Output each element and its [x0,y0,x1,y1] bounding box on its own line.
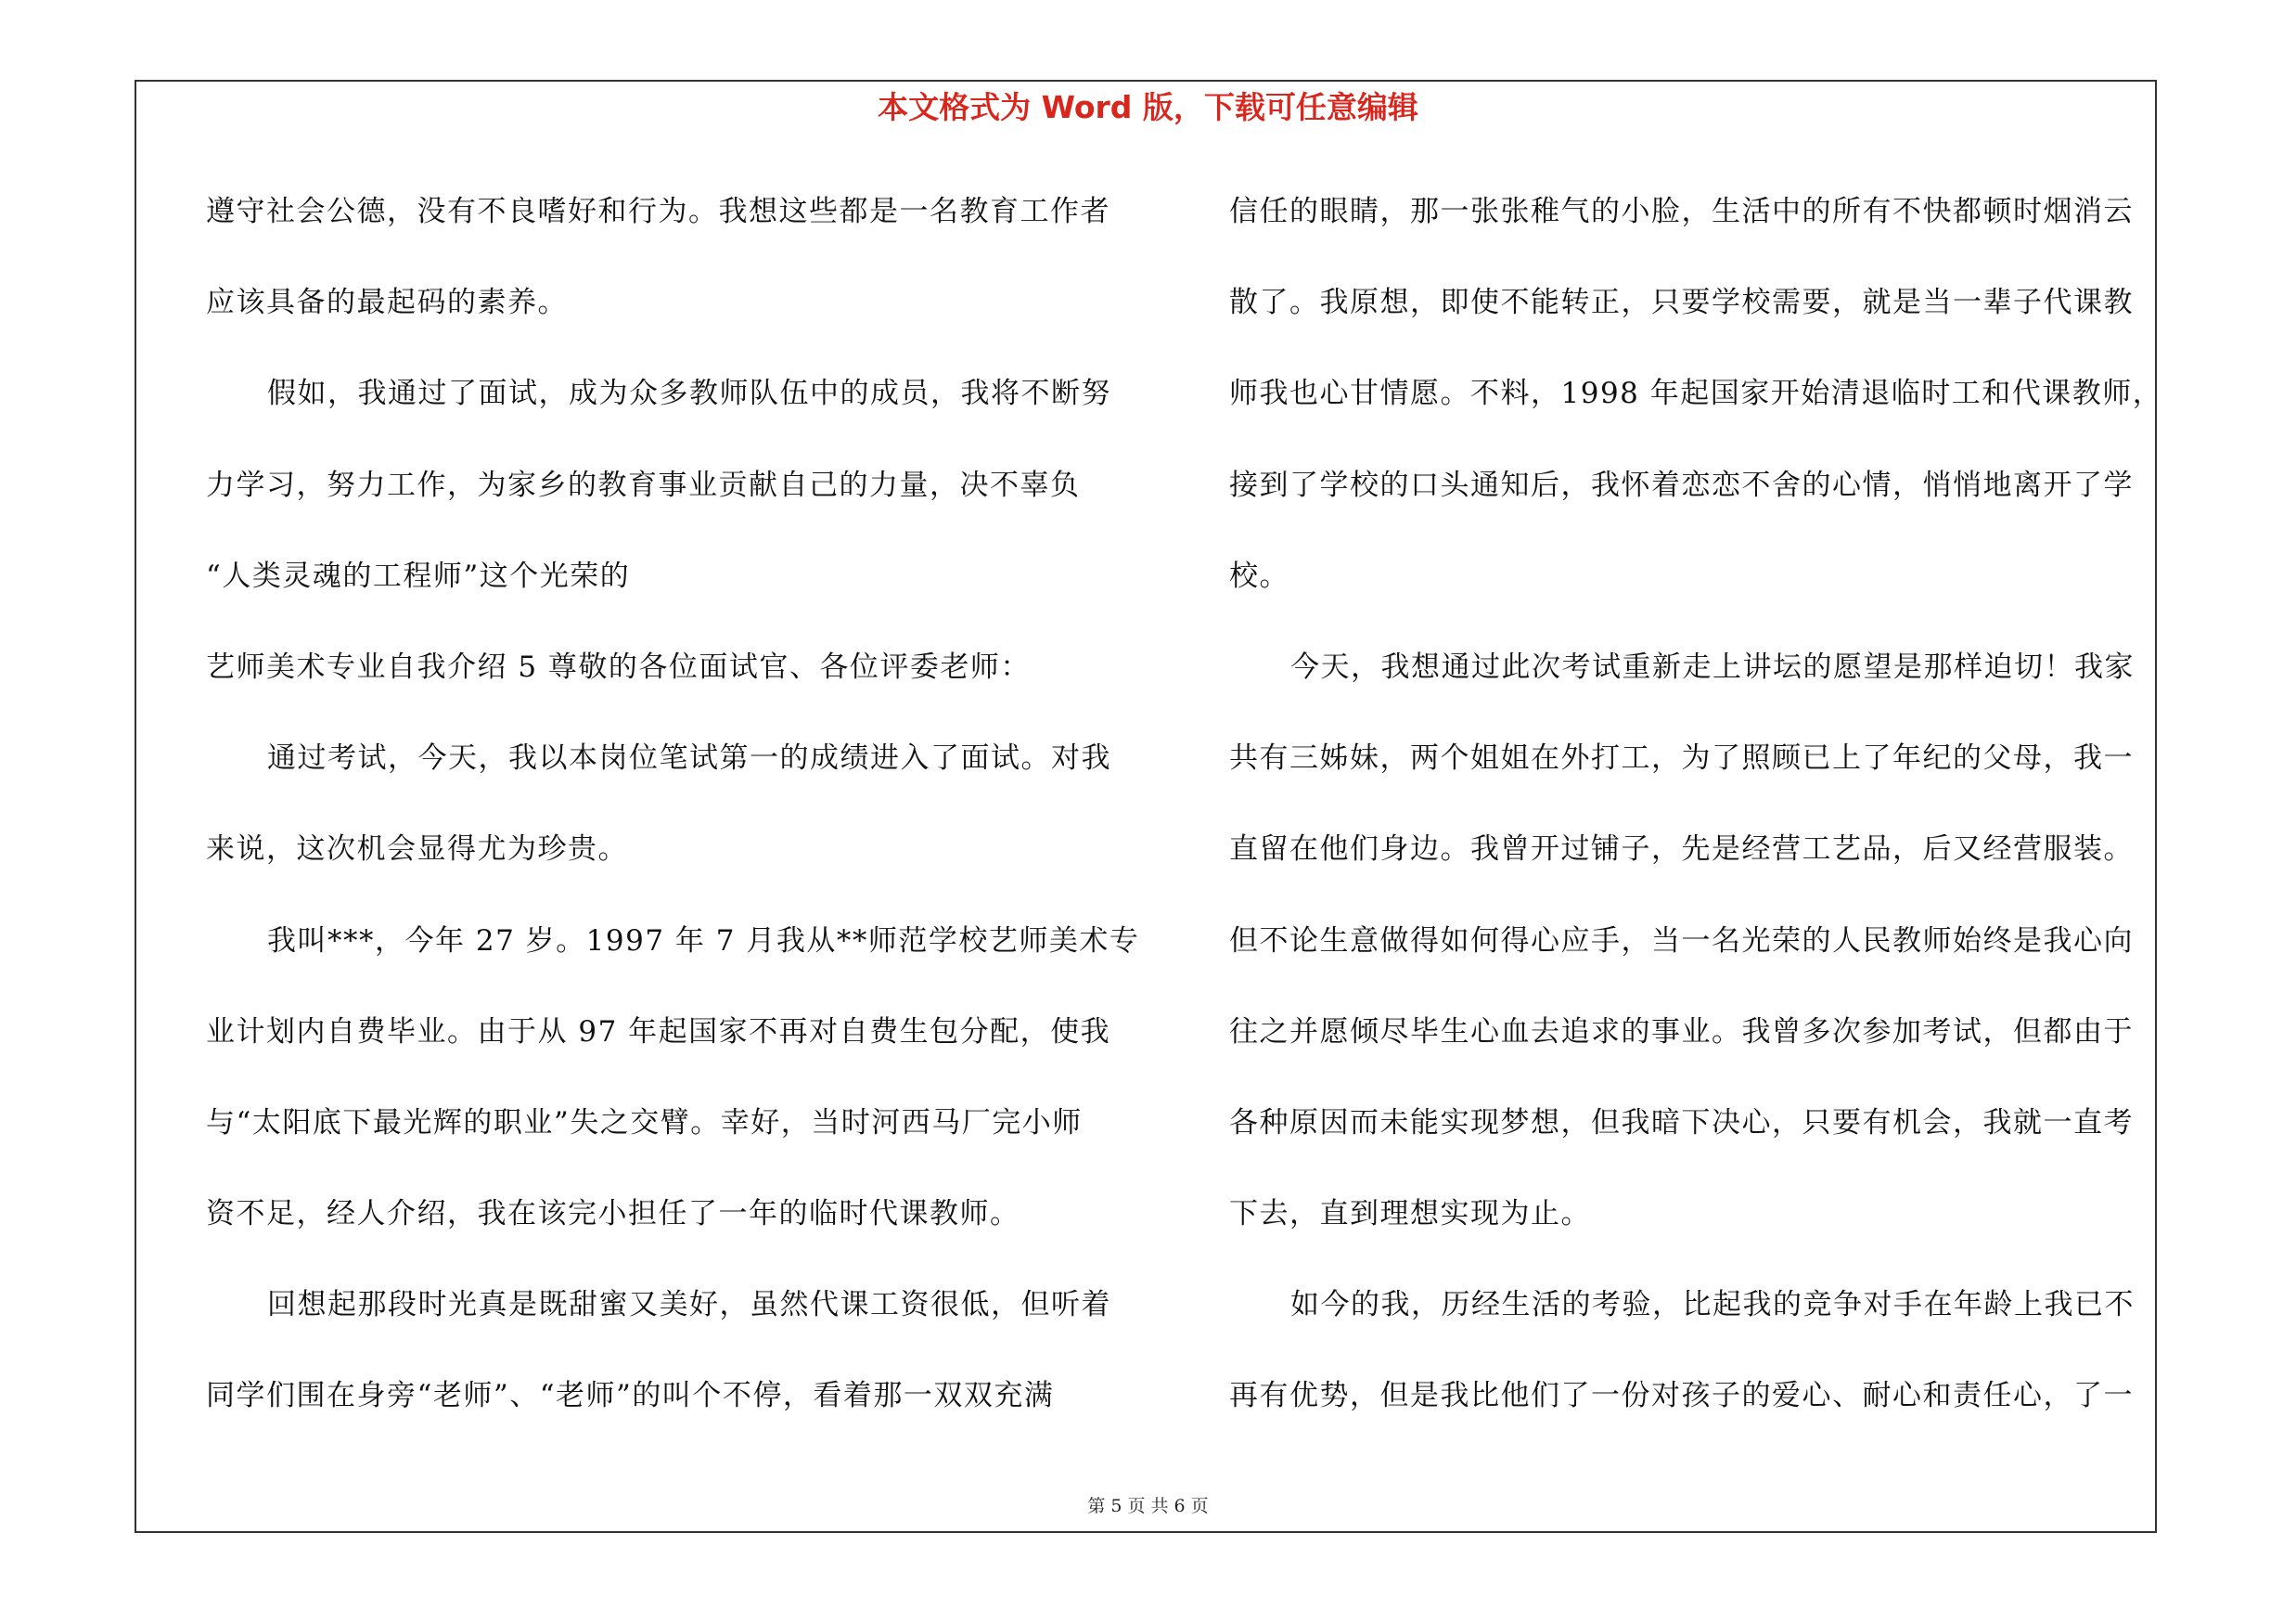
word-format-banner: 本文格式为 Word 版，下载可任意编辑 [878,89,1418,125]
text-line: 与“太阳底下最光辉的职业”失之交臂。幸好，当时河西马厂完小师 [206,1105,1083,1140]
page-number-footer: 第 5 页 共 6 页 [1087,1496,1209,1516]
text-line: 资不足，经人介绍，我在该完小担任了一年的临时代课教师。 [206,1197,1020,1231]
text-line: 各种原因而未能实现梦想，但我暗下决心，只要有机会，我就一直考 [1229,1105,2134,1140]
text-line: 散了。我原想，即使不能转正，只要学校需要，就是当一辈子代课教 [1229,286,2134,320]
text-line: 如今的我，历经生活的考验，比起我的竞争对手在年龄上我已不 [1290,1288,2135,1322]
text-line: 下去，直到理想实现为止。 [1229,1197,1591,1231]
text-line: “人类灵魂的工程师”这个光荣的 [206,559,631,593]
text-line: 同学们围在身旁“老师”、“老师”的叫个不停，看着那一双双充满 [206,1379,1055,1413]
text-line: 业计划内自费毕业。由于从 97 年起国家不再对自费生包分配，使我 [206,1014,1111,1049]
right-text-column [1229,184,2163,1460]
text-line: 假如，我通过了面试，成为众多教师队伍中的成员，我将不断努 [267,377,1111,411]
text-line: 通过考试，今天，我以本岗位笔试第一的成绩进入了面试。对我 [267,741,1111,776]
text-line: 遵守社会公德，没有不良嗜好和行为。我想这些都是一名教育工作者 [206,195,1110,228]
text-line: 来说，这次机会显得尤为珍贵。 [206,832,628,867]
left-text-column [206,184,1140,1460]
text-line: 应该具备的最起码的素养。 [206,286,568,320]
text-line: 师我也心甘情愿。不料，1998 年起国家开始清退临时工和代课教师， [1229,377,2163,411]
text-line: 回想起那段时光真是既甜蜜又美好，虽然代课工资很低，但听着 [267,1288,1111,1322]
text-line: 共有三姊妹，两个姐姐在外打工，为了照顾已上了年纪的父母，我一 [1229,741,2134,776]
text-line: 接到了学校的口头通知后，我怀着恋恋不舍的心情，悄悄地离开了学 [1229,468,2134,502]
text-line: 再有优势，但是我比他们了一份对孩子的爱心、耐心和责任心，了一 [1229,1379,2134,1413]
text-line: 我叫***，今年 27 岁。1997 年 7 月我从**师范学校艺师美术专 [267,923,1140,958]
text-line: 往之并愿倾尽毕生心血去追求的事业。我曾多次参加考试，但都由于 [1229,1014,2134,1049]
text-line: 今天，我想通过此次考试重新走上讲坛的愿望是那样迫切！我家 [1290,650,2135,684]
text-line: 艺师美术专业自我介绍 5 尊敬的各位面试官、各位评委老师： [206,650,1031,684]
text-line: 力学习，努力工作，为家乡的教育事业贡献自己的力量，决不辜负 [206,468,1081,502]
text-line: 校。 [1229,559,1289,593]
text-line: 但不论生意做得如何得心应手，当一名光荣的人民教师始终是我心向 [1229,923,2134,958]
text-line: 直留在他们身边。我曾开过铺子，先是经营工艺品，后又经营服装。 [1229,832,2134,867]
text-line: 信任的眼睛，那一张张稚气的小脸，生活中的所有不快都顿时烟消云 [1229,195,2134,228]
